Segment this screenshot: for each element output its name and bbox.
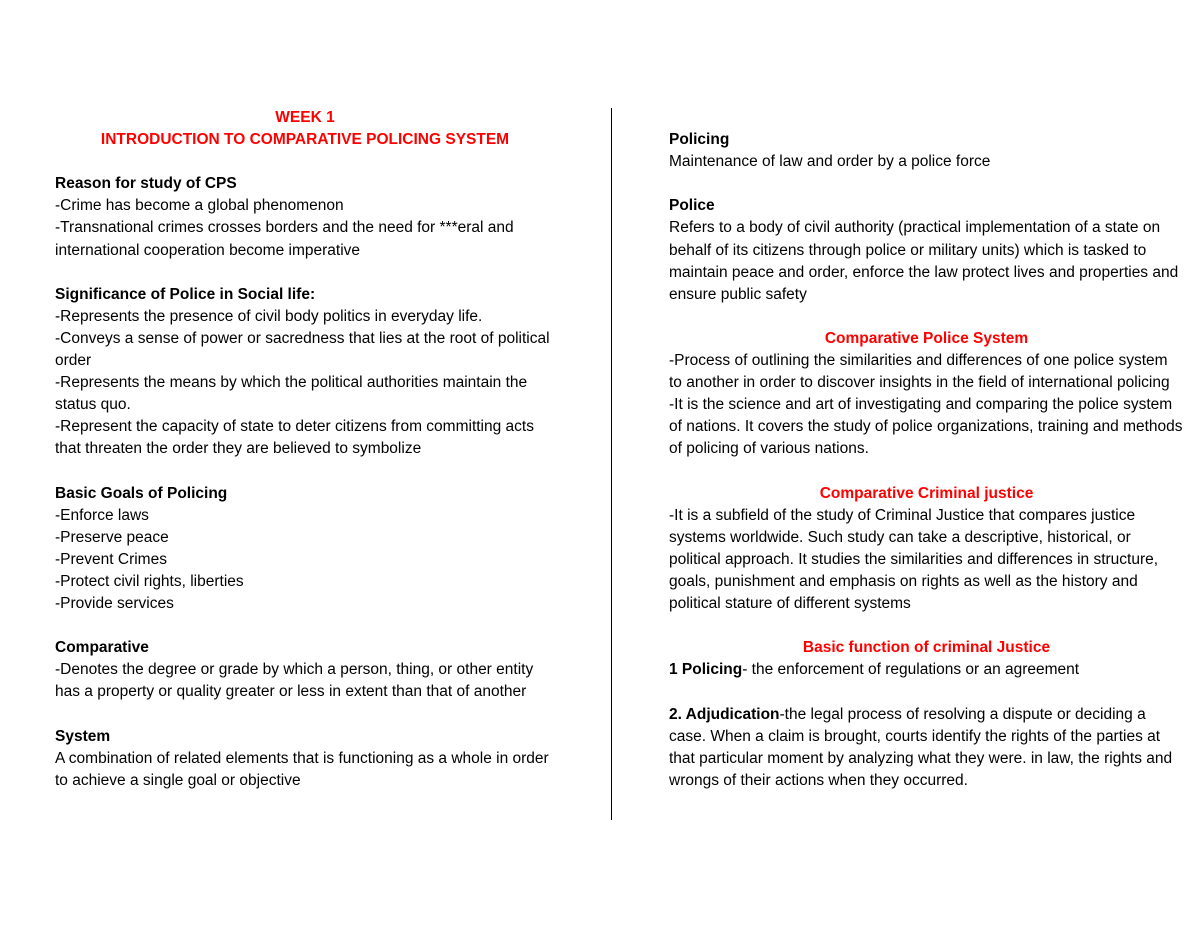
function-text: -the legal process of resolving a dispute or deciding a case. When a claim is brought, courts identify the rights of the parties at that particular moment by analyzing what they were. in law, the rights and wrongs of their actions when they occurred. xyxy=(669,705,1173,789)
list-item: -Process of outlining the similarities and differences of one police system to another in order to discover insights in the field of international policing xyxy=(669,352,1170,392)
list-item: -It is the science and art of investigating and comparing the police system of nations. It covers the study of police organizations, training and methods of policing of various nations. xyxy=(669,396,1183,458)
list-item: -Transnational crimes crosses borders and the need for ***eral and international cooperation become imperative xyxy=(55,219,514,259)
goals-heading: Basic Goals of Policing xyxy=(55,484,228,502)
right-column xyxy=(669,107,1184,792)
comparative-heading: Comparative xyxy=(55,639,149,657)
police-definition: Refers to a body of civil authority (practical implementation of a state on behalf of its citizens through police or military units) which is tasked to maintain peace and order, enforce the law protect lives and properties and ensure public safety xyxy=(669,219,1179,303)
week-label: WEEK 1 xyxy=(275,109,335,126)
list-item: -Represents the presence of civil body politics in everyday life. xyxy=(55,307,483,325)
ccj-heading: Comparative Criminal justice xyxy=(819,484,1034,502)
page-title: INTRODUCTION TO COMPARATIVE POLICING SYSTEM xyxy=(100,131,510,149)
ccj-definition: -It is a subfield of the study of Criminal Justice that compares justice systems worldwide. Such study can take a descriptive, historical, or political approach. It studies the similarities and differences in structure, goals, punishment and emphasis on rights as well as the history and political stature of different systems xyxy=(669,506,1159,613)
comparative-definition: -Denotes the degree or grade by which a person, thing, or other entity has a property or quality greater or less in extent than that of another xyxy=(55,661,534,701)
reason-heading: Reason for study of CPS xyxy=(55,175,237,193)
list-item: -Preserve peace xyxy=(55,528,169,546)
list-item: -Provide services xyxy=(55,595,174,613)
column-divider xyxy=(611,108,612,820)
policing-heading: Policing xyxy=(669,131,730,149)
list-item: -Crime has become a global phenomenon xyxy=(55,197,344,215)
function-item-policing xyxy=(669,659,1184,681)
function-label: 1 Policing xyxy=(669,661,743,679)
significance-heading: Significance of Police in Social life: xyxy=(55,285,316,303)
left-column xyxy=(55,107,555,792)
cps-heading: Comparative Police System xyxy=(824,329,1029,347)
police-heading: Police xyxy=(669,197,715,215)
system-heading: System xyxy=(55,727,111,745)
list-item: -Represent the capacity of state to deter citizens from committing acts that threaten the order they are believed to symbolize xyxy=(55,418,534,458)
function-label: 2. Adjudication xyxy=(669,705,780,723)
function-text: - the enforcement of regulations or an agreement xyxy=(742,661,1080,679)
list-item: -Prevent Crimes xyxy=(55,550,167,568)
policing-definition: Maintenance of law and order by a police force xyxy=(669,153,991,171)
list-item: -Represents the means by which the political authorities maintain the status quo. xyxy=(55,374,528,414)
list-item: -Enforce laws xyxy=(55,506,149,524)
list-item: -Conveys a sense of power or sacredness that lies at the root of political order xyxy=(55,329,550,370)
function-item-adjudication xyxy=(669,704,1184,792)
list-item: -Protect civil rights, liberties xyxy=(55,572,244,590)
bfcj-heading: Basic function of criminal Justice xyxy=(802,639,1051,657)
system-definition: A combination of related elements that is functioning as a whole in order to achieve a single goal or objective xyxy=(55,749,549,789)
